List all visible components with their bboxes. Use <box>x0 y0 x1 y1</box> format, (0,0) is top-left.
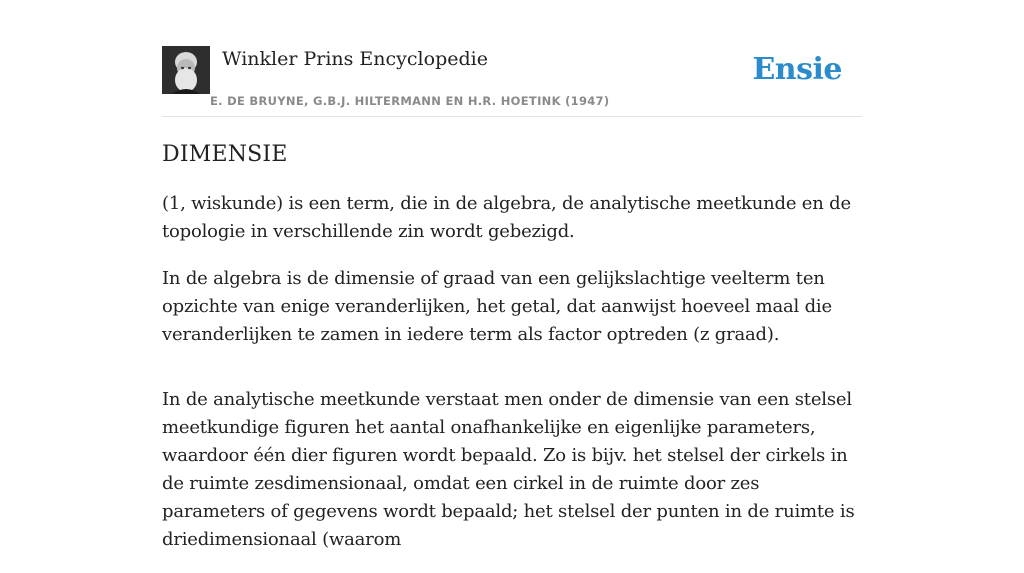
author-portrait-icon <box>162 46 210 94</box>
authors-line: E. DE BRUYNE, G.B.J. HILTERMANN EN H.R. HOETINK (1947) <box>210 94 610 108</box>
ensie-logo[interactable]: Ensie <box>752 52 842 87</box>
article-paragraph: (1, wiskunde) is een term, die in de algebra, de analytische meetkunde en de topologie in verschillende zin wordt gebezigd. <box>162 193 851 242</box>
article-paragraph: In de analytische meetkunde verstaat men onder de dimensie van een stelsel meetkundige figuren het aantal onafhankelijke en eigenlijke parameters, waardoor één dier figuren wordt bepaald. Zo is bijv. het stelsel der cirkels in de ruimte zesdimensionaal, omdat een cirkel in de ruimte door zes parameters of gegevens wordt bepaald; het stelsel der punten in de ruimte is driedimensionaal (waarom <box>162 389 855 550</box>
encyclopedia-title[interactable]: Winkler Prins Encyclopedie <box>222 48 488 70</box>
author-avatar[interactable] <box>162 46 210 94</box>
article-header <box>162 46 862 117</box>
article-paragraph: In de algebra is de dimensie of graad van een gelijkslachtige veelterm ten opzichte van enige veranderlijken, het getal, dat aanwijst hoeveel maal die veranderlijken te zamen in iedere term als factor optreden (z graad). <box>162 268 832 345</box>
article-title: DIMENSIE <box>162 142 288 167</box>
article-body <box>162 140 864 573</box>
